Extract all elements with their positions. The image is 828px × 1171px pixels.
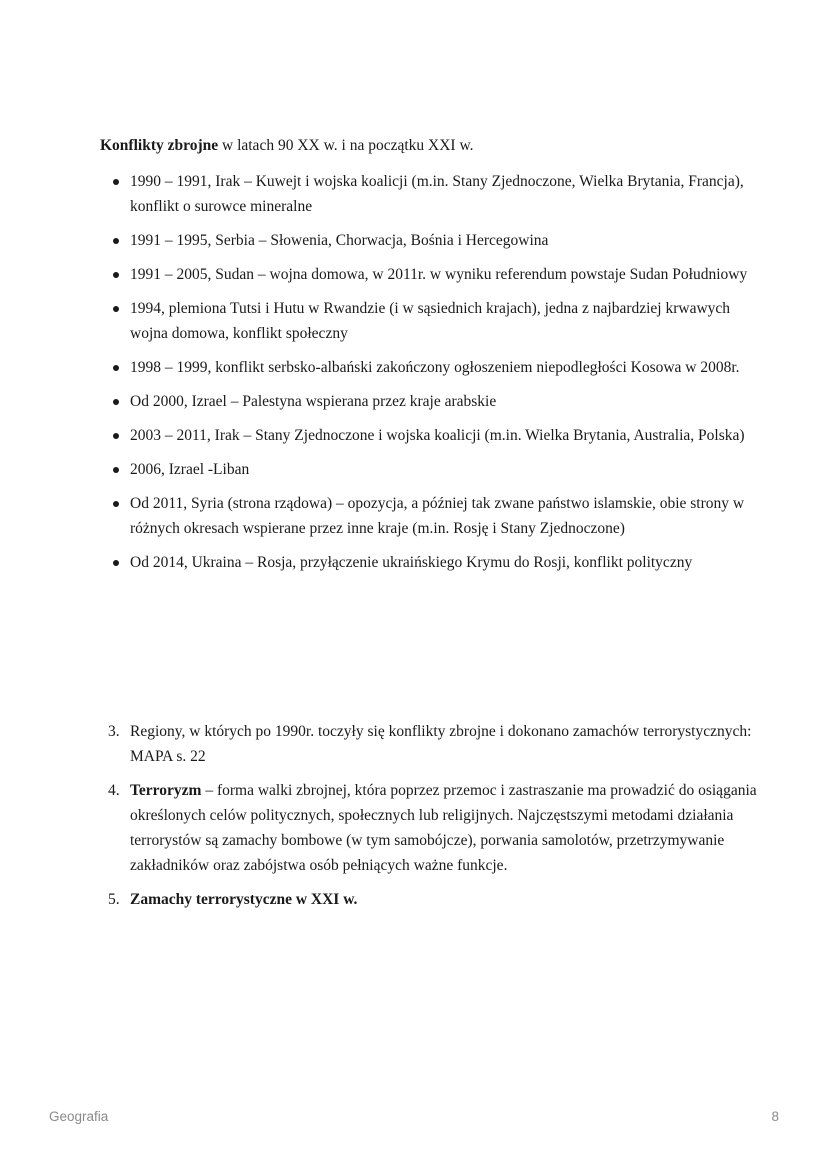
list-item: 1994, plemiona Tutsi i Hutu w Rwandzie (i w sąsiednich krajach), jedna z najbardziej krwawych wojna domowa, konflikt społeczny [130,296,770,346]
list-item: Od 2000, Izrael – Palestyna wspierana przez kraje arabskie [130,389,770,414]
item-number: 4. [108,782,120,799]
list-item: 1991 – 1995, Serbia – Słowenia, Chorwacja, Bośnia i Hercegowina [130,228,770,253]
list-item: Od 2014, Ukraina – Rosja, przyłączenie ukraińskiego Krymu do Rosji, konflikt polityczny [130,550,770,575]
item-text: Regiony, w których po 1990r. toczyły się konflikty zbrojne i dokonano zamachów terrorystycznych: MAPA s. 22 [130,723,752,765]
numbered-list [100,719,770,921]
item-bold: Zamachy terrorystyczne w XXI w. [130,891,358,908]
item-number: 5. [108,891,120,908]
list-item: 1998 – 1999, konflikt serbsko-albański zakończony ogłoszeniem niepodległości Kosowa w 2008r. [130,355,770,380]
footer-subject: Geografia [49,1109,109,1124]
list-item: Od 2011, Syria (strona rządowa) – opozycja, a później tak zwane państwo islamskie, obie strony w różnych okresach wspierane przez inne kraje (m.in. Rosję i Stany Zjednoczone) [130,491,770,541]
conflict-list [100,169,770,584]
list-item: 1991 – 2005, Sudan – wojna domowa, w 2011r. w wyniku referendum powstaje Sudan Południowy [130,262,770,287]
footer-page-number: 8 [771,1109,779,1124]
numbered-item-4 [108,778,770,878]
section-heading [100,135,474,157]
numbered-item-5 [108,887,770,912]
list-item: 2006, Izrael -Liban [130,457,770,482]
section-heading-bold: Konflikty zbrojne [100,137,219,154]
item-text: – forma walki zbrojnej, która poprzez przemoc i zastraszanie ma prowadzić do osiągania określonych celów politycznych, społecznych lub religijnych. Najczęstszymi metodami działania terrorystów są zamachy bombowe (w tym samobójcze), porwania samolotów, przetrzymywanie zakładników oraz zabójstwa osób pełniących ważne funkcje. [130,782,757,874]
list-item: 1990 – 1991, Irak – Kuwejt i wojska koalicji (m.in. Stany Zjednoczone, Wielka Brytania, Francja), konflikt o surowce mineralne [130,169,770,219]
numbered-item-3 [108,719,770,769]
item-bold: Terroryzm [130,782,202,799]
list-item: 2003 – 2011, Irak – Stany Zjednoczone i wojska koalicji (m.in. Wielka Brytania, Australia, Polska) [130,423,770,448]
item-number: 3. [108,723,120,740]
section-heading-rest: w latach 90 XX w. i na początku XXI w. [218,137,474,154]
